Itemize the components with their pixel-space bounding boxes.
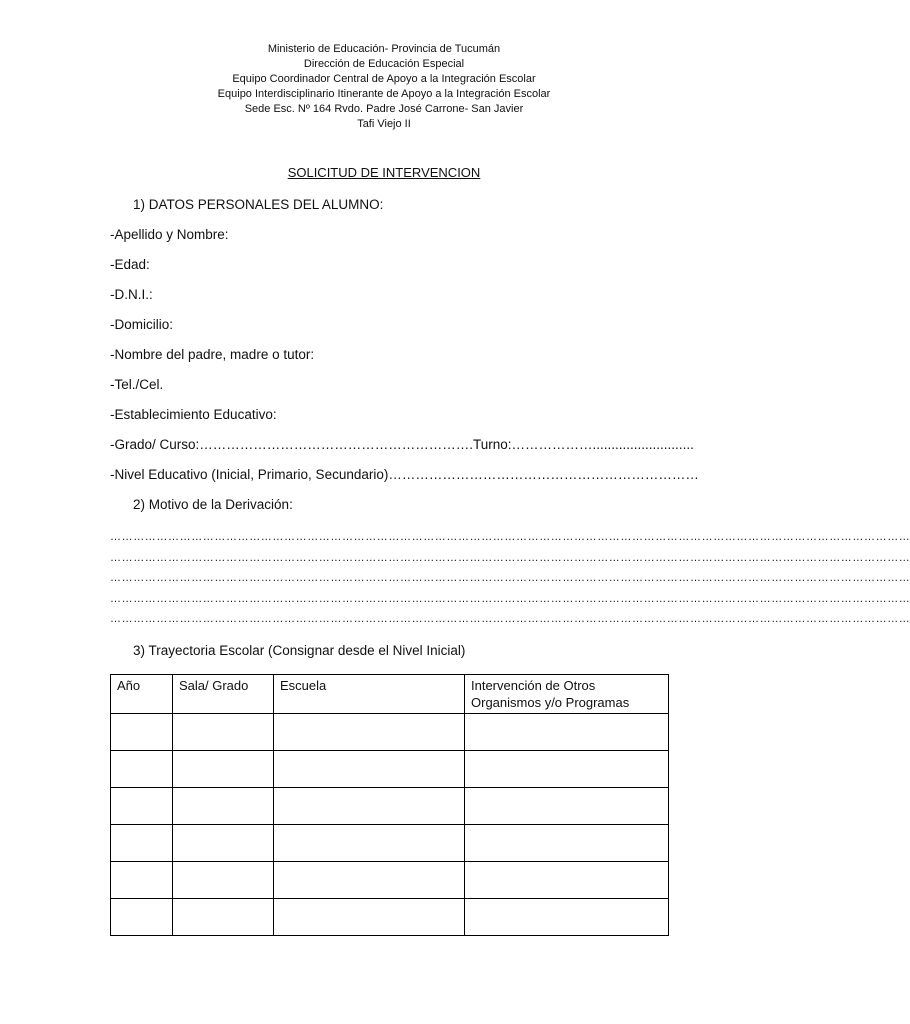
table-row xyxy=(111,862,669,899)
document-title: SOLICITUD DE INTERVENCION xyxy=(287,165,481,180)
field-apellido-nombre: -Apellido y Nombre: xyxy=(110,227,229,242)
motivo-line-1: ……………………………………………………………………………………………………………………………………………………………………………………… xyxy=(110,531,910,543)
cell-intervencion[interactable] xyxy=(465,899,669,936)
cell-escuela[interactable] xyxy=(274,862,465,899)
cell-anio[interactable] xyxy=(111,751,173,788)
cell-intervencion[interactable] xyxy=(465,788,669,825)
table-row xyxy=(111,751,669,788)
motivo-line-3: ……………………………………………………………………………………………………………………………………………………………………………………… xyxy=(110,572,910,584)
col-header-intervencion: Intervención de Otros Organismos y/o Programas xyxy=(465,675,669,714)
cell-intervencion[interactable] xyxy=(465,825,669,862)
table-header-row xyxy=(111,675,669,714)
cell-sala-grado[interactable] xyxy=(173,714,274,751)
table-row xyxy=(111,899,669,936)
letterhead-direction: Dirección de Educación Especial xyxy=(303,58,465,70)
motivo-line-4: ……………………………………………………………………………………………………………………………………………………………………………………… xyxy=(110,593,910,605)
cell-anio[interactable] xyxy=(111,788,173,825)
cell-anio[interactable] xyxy=(111,825,173,862)
cell-sala-grado[interactable] xyxy=(173,751,274,788)
cell-escuela[interactable] xyxy=(274,788,465,825)
cell-anio[interactable] xyxy=(111,862,173,899)
motivo-line-5: ……………………………………………………………………………………………………………………………………………………………………………………… xyxy=(110,613,910,625)
cell-escuela[interactable] xyxy=(274,899,465,936)
letterhead-school-seat: Sede Esc. Nº 164 Rvdo. Padre José Carrone- San Javier xyxy=(244,103,524,115)
cell-escuela[interactable] xyxy=(274,751,465,788)
cell-sala-grado[interactable] xyxy=(173,899,274,936)
field-establecimiento: -Establecimiento Educativo: xyxy=(110,407,277,422)
field-domicilio: -Domicilio: xyxy=(110,317,174,332)
col-header-anio: Año xyxy=(111,675,173,714)
section-1-heading: 1) DATOS PERSONALES DEL ALUMNO: xyxy=(133,197,384,212)
cell-anio[interactable] xyxy=(111,714,173,751)
trayectoria-table xyxy=(110,674,669,936)
document-title-wrapper xyxy=(0,164,768,181)
cell-intervencion[interactable] xyxy=(465,751,669,788)
letterhead-itinerant-team: Equipo Interdisciplinario Itinerante de Apoyo a la Integración Escolar xyxy=(217,88,551,100)
table-row xyxy=(111,714,669,751)
field-telefono: -Tel./Cel. xyxy=(110,377,164,392)
table-row xyxy=(111,788,669,825)
cell-intervencion[interactable] xyxy=(465,862,669,899)
cell-sala-grado[interactable] xyxy=(173,825,274,862)
col-header-escuela: Escuela xyxy=(274,675,465,714)
cell-anio[interactable] xyxy=(111,899,173,936)
cell-sala-grado[interactable] xyxy=(173,788,274,825)
section-3-heading: 3) Trayectoria Escolar (Consignar desde el Nivel Inicial) xyxy=(133,643,466,658)
letterhead-ministry: Ministerio de Educación- Provincia de Tucumán xyxy=(267,43,501,55)
table-row xyxy=(111,825,669,862)
cell-intervencion[interactable] xyxy=(465,714,669,751)
field-tutor: -Nombre del padre, madre o tutor: xyxy=(110,347,315,362)
letterhead-central-team: Equipo Coordinador Central de Apoyo a la Integración Escolar xyxy=(232,73,536,85)
motivo-line-2: ……………………………………………………………………………………………………………………………………………………………………………………… xyxy=(110,552,910,564)
field-grado-turno: -Grado/ Curso:…………………………………………………….Turno:………………........................... xyxy=(110,437,694,452)
cell-escuela[interactable] xyxy=(274,714,465,751)
section-2-heading: 2) Motivo de la Derivación: xyxy=(133,497,293,512)
field-dni: -D.N.I.: xyxy=(110,287,153,302)
letterhead-location: Tafi Viejo II xyxy=(357,118,411,130)
field-nivel-educativo: -Nivel Educativo (Inicial, Primario, Secundario)…………………………………………………………… xyxy=(110,467,699,482)
letterhead xyxy=(0,42,768,132)
cell-sala-grado[interactable] xyxy=(173,862,274,899)
field-edad: -Edad: xyxy=(110,257,150,272)
cell-escuela[interactable] xyxy=(274,825,465,862)
col-header-sala-grado: Sala/ Grado xyxy=(173,675,274,714)
